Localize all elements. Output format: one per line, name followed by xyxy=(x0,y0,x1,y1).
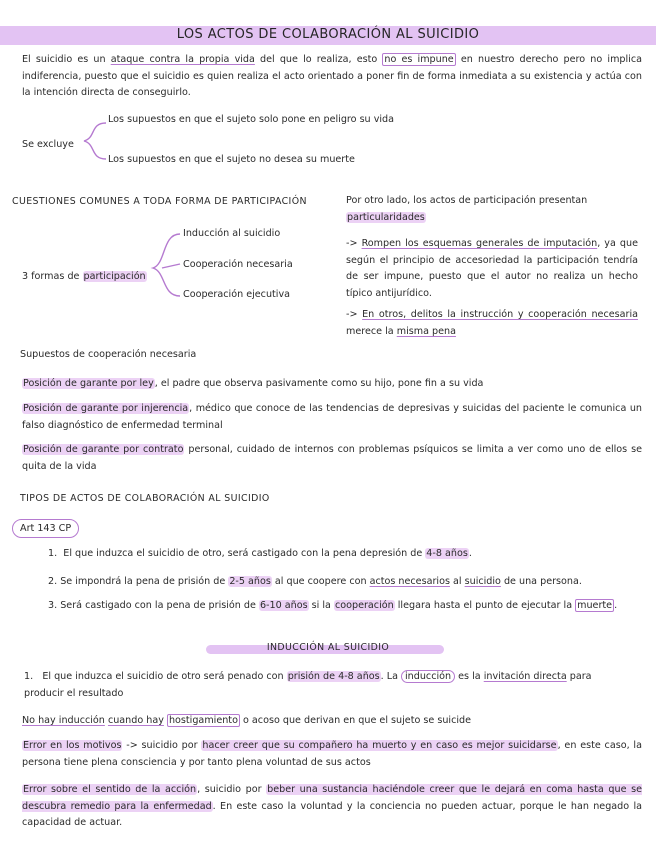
page-title: LOS ACTOS DE COLABORACIÓN AL SUICIDIO xyxy=(176,27,480,42)
induccion-paragraph-2: Error en los motivos -> suicidio por hacer creer que su compañero ha muerto y en caso es mejor suicidarse, en este caso, la persona tiene plena consciencia y por tanto plena voluntad de sus actos xyxy=(22,740,642,768)
coop-paragraph-3: Posición de garante por contrato personal, cuidado de internos con problemas psíquicos se limita a ver como uno de ellos se quita de la vida xyxy=(22,444,642,472)
forms-brace xyxy=(150,228,184,302)
side-paragraph-1: Por otro lado, los actos de participación presentan particularidades xyxy=(346,195,588,223)
induccion-heading: INDUCCIÓN AL SUICIDIO xyxy=(266,642,390,653)
tipos-item-1: 1. El que induzca el suicidio de otro, será castigado con la pena depresión de 4-8 años. xyxy=(48,548,472,559)
exclude-brace xyxy=(80,118,110,164)
common-heading: CUESTIONES COMUNES A TODA FORMA DE PARTICIPACIÓN xyxy=(12,196,307,207)
form-item: Cooperación ejecutiva xyxy=(183,289,291,300)
tipos-heading: TIPOS DE ACTOS DE COLABORACIÓN AL SUICIDIO xyxy=(20,493,270,504)
intro-paragraph: El suicidio es un ataque contra la propia vida del que lo realiza, esto no es impune en nuestro derecho pero no implica indiferencia, puesto que el suicidio es quien realiza el acto orientado a poner fin de forma inmediata a su existencia y actúa con la intención directa de conseguirlo. xyxy=(22,54,642,98)
exclude-label: Se excluye xyxy=(22,139,74,150)
coop-paragraph-1: Posición de garante por ley, el padre que observa pasivamente como su hijo, pone fin a su vida xyxy=(23,378,484,389)
coop-paragraph-2: Posición de garante por injerencia, médico que conoce de las tendencias de depresivas y suicidas del paciente le comunica un falso diagnóstico de enfermedad terminal xyxy=(22,403,642,431)
side-paragraph-3: -> En otros, delitos la instrucción y cooperación necesaria merece la misma pena xyxy=(346,309,638,337)
tipos-item-3: 3. Será castigado con la pena de prisión de 6-10 años si la cooperación llegara hasta el punto de ejecutar la muerte . xyxy=(48,600,618,611)
form-item: Inducción al suicidio xyxy=(183,228,281,239)
form-item: Cooperación necesaria xyxy=(183,259,293,270)
article-label: Art 143 CP xyxy=(12,519,79,538)
exclude-item: Los supuestos en que el sujeto solo pone en peligro su vida xyxy=(108,114,395,125)
forms-label: 3 formas de participación xyxy=(22,271,146,282)
coop-heading: Supuestos de cooperación necesaria xyxy=(20,349,197,360)
exclude-item: Los supuestos en que el sujeto no desea su muerte xyxy=(108,154,355,165)
induccion-paragraph-3: Error sobre el sentido de la acción, suicidio por beber una sustancia haciéndole creer que le dejará en coma hasta que se descubra remedio para la enfermedad. En este caso la voluntad y la conciencia no pueden actuar, porque le han negado la capacidad de actuar. xyxy=(22,784,642,828)
side-paragraph-2: -> Rompen los esquemas generales de imputación, ya que según el principio de accesoriedad la participación tendría de ser impune, puesto que el autor no realiza un hecho típico antijurídico. xyxy=(346,238,638,299)
tipos-item-2: 2. Se impondrá la pena de prisión de 2-5 años al que coopere con actos necesarios al suicidio de una persona. xyxy=(48,576,582,587)
induccion-paragraph-1: No hay inducción cuando hay hostigamiento o acoso que derivan en que el sujeto se suicide xyxy=(22,715,471,726)
induccion-item-1: 1. El que induzca el suicidio de otro será penado con prisión de 4-8 años. La inducción es la invitación directa para producir el resultado xyxy=(24,671,592,699)
